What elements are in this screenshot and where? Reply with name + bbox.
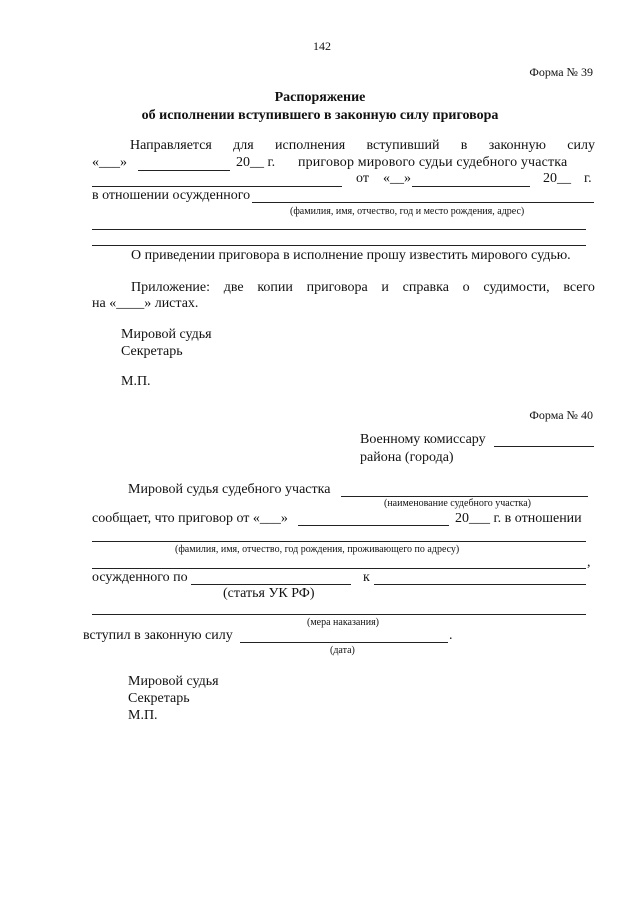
word: всего	[563, 280, 595, 295]
sentence-date-blank[interactable]	[298, 525, 449, 526]
punishment-caption: (мера наказания)	[307, 617, 379, 628]
day-field-2[interactable]: «__»	[383, 171, 411, 186]
punishment-inline-blank[interactable]	[374, 584, 586, 585]
word: судимости,	[483, 280, 550, 295]
word: копии	[257, 280, 293, 295]
court-name-blank[interactable]	[341, 496, 588, 497]
seal-mark: М.П.	[121, 374, 151, 389]
notify-text: О приведении приговора в исполнение прошу известить мирового судью.	[131, 248, 571, 263]
addressee-line1: Военному комиссару	[360, 432, 486, 447]
judge-line: Мировой судья судебного участка	[128, 482, 331, 497]
day-field-1[interactable]: «___»	[92, 155, 127, 170]
word: о	[462, 280, 470, 295]
word: вступивший	[366, 138, 440, 153]
year-suffix: г.	[584, 171, 592, 186]
court-district-blank[interactable]	[92, 186, 342, 187]
signer-secretary: Секретарь	[121, 344, 183, 359]
form-40-label: Форма № 40	[529, 408, 593, 422]
sentence-text: приговор мирового судьи судебного участка	[298, 155, 568, 170]
signer-secretary-2: Секретарь	[128, 691, 190, 706]
month-blank-1[interactable]	[138, 170, 230, 171]
word: для	[233, 138, 254, 153]
period: .	[449, 628, 453, 643]
entered-force-label: вступил в законную силу	[83, 628, 233, 643]
word: Направляется	[130, 138, 212, 153]
word: приговора	[306, 280, 368, 295]
date-caption: (дата)	[330, 645, 355, 656]
from-label: от	[356, 171, 369, 186]
signer-judge: Мировой судья	[121, 327, 212, 342]
convicted-by-label: осужденного по	[92, 570, 188, 585]
word: законную	[488, 138, 546, 153]
year-field-1[interactable]: 20__ г.	[236, 155, 276, 170]
comma: ,	[587, 555, 591, 570]
article-caption: (статья УК РФ)	[223, 586, 315, 601]
form-39-label: Форма № 39	[529, 65, 593, 79]
to-label: к	[363, 570, 370, 585]
informs-text[interactable]: сообщает, что приговор от «___»	[92, 511, 288, 526]
commissioner-blank[interactable]	[494, 446, 594, 447]
article-blank[interactable]	[191, 584, 351, 585]
word: Приложение:	[131, 280, 211, 295]
person-details-blank-2[interactable]	[92, 568, 586, 569]
convicted-details-blank-2[interactable]	[92, 229, 586, 230]
attachment-line2[interactable]: на «____» листах.	[92, 296, 199, 311]
form-39-title-line2: об исполнении вступившего в законную силу приговора	[141, 108, 499, 123]
form-39-paragraph1-line1	[130, 138, 595, 154]
convicted-details-blank-3[interactable]	[92, 245, 586, 246]
informs-year[interactable]: 20___ г. в отношении	[455, 511, 582, 526]
word: две	[223, 280, 244, 295]
year-field-2[interactable]: 20__	[543, 171, 571, 186]
page-number: 142	[313, 39, 331, 53]
attachment-line1	[131, 280, 595, 296]
entry-date-blank[interactable]	[240, 642, 448, 643]
signer-judge-2: Мировой судья	[128, 674, 219, 689]
form-39-title-line1: Распоряжение	[274, 90, 366, 105]
person-caption: (фамилия, имя, отчество, год рождения, проживающего по адресу)	[175, 544, 460, 555]
month-blank-2[interactable]	[412, 186, 530, 187]
word: справка	[402, 280, 449, 295]
punishment-blank[interactable]	[92, 614, 586, 615]
court-caption: (наименование судебного участка)	[384, 498, 532, 509]
convicted-label: в отношении осужденного	[92, 188, 251, 203]
word: исполнения	[275, 138, 346, 153]
convicted-details-blank[interactable]	[252, 202, 594, 203]
word: в	[460, 138, 468, 153]
word: и	[381, 280, 389, 295]
seal-mark-2: М.П.	[128, 708, 158, 723]
addressee-line2: района (города)	[360, 450, 454, 465]
convicted-caption: (фамилия, имя, отчество, год и место рождения, адрес)	[290, 206, 525, 217]
word: силу	[567, 138, 595, 153]
person-details-blank[interactable]	[92, 541, 586, 542]
